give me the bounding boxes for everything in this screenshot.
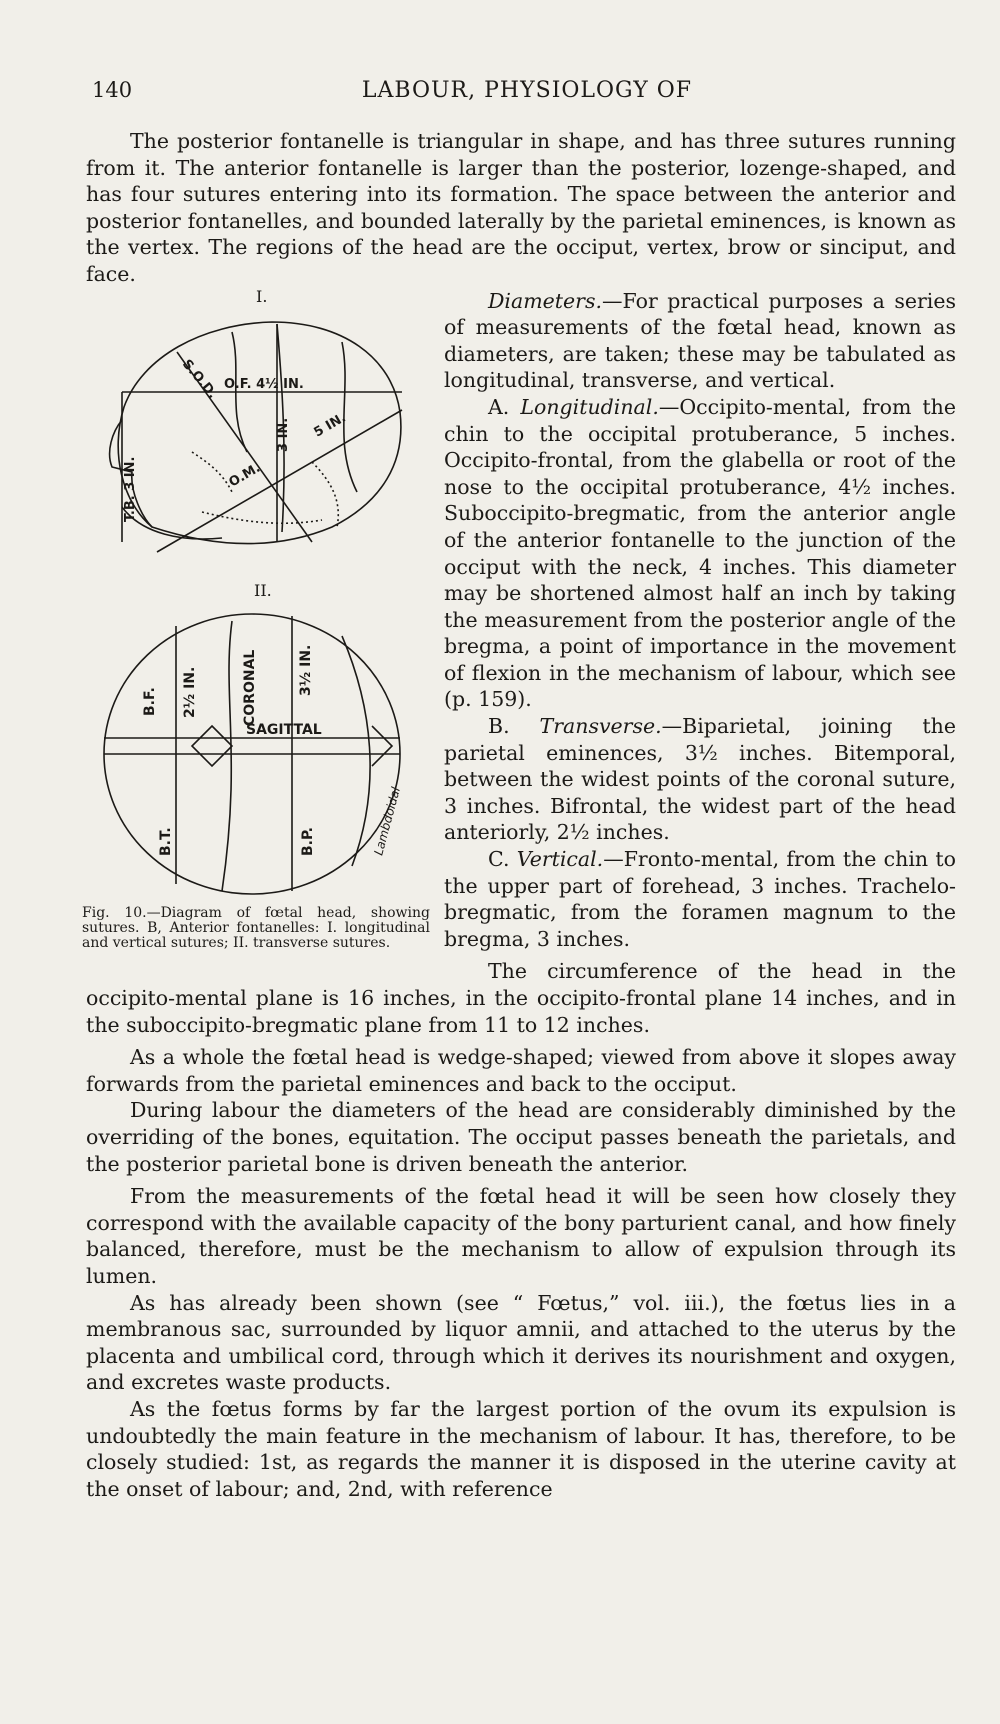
paragraph-wedge: As a whole the fœtal head is wedge-shaped; viewed from above it slopes away forwards from the parietal eminences and back to the occiput. <box>86 1045 956 1096</box>
page-number: 140 <box>92 78 133 102</box>
paragraph-expulsion: As the fœtus forms by far the largest portion of the ovum its expulsion is undoubtedly the main feature in the mechanism of labour. It has, therefore, to be closely studied: 1st, as regards the manner it is disposed in the uterine cavity at the onset of labour; and, 2nd, with reference <box>86 1396 956 1501</box>
paragraph-diameters: Diameters.—For practical purposes a series of measurements of the fœtal head, known as diameters, are taken; these may be tabulated as longitudinal, transverse, and vertical. <box>444 288 956 393</box>
label-five: 5 IN. <box>311 409 349 441</box>
paragraph-circumference: The circumference of the head in the occipito-mental plane is 16 inches, in the occipito-frontal plane 14 inches, and in the suboccipito-bregmatic plane from 11 to 12 inches. <box>86 959 956 1037</box>
label-v3: 3 IN. <box>276 417 291 452</box>
figure-10 <box>82 288 430 985</box>
figure-label-ii: II. <box>254 580 272 600</box>
label-bp-in: 3½ IN. <box>298 644 314 696</box>
paragraph-labour: During labour the diameters of the head are considerably diminished by the overriding of the bones, equitation. The occiput passes beneath the parietals, and the posterior parietal bone is driven beneath the anterior. <box>86 1098 956 1176</box>
paragraph-foetus: As has already been shown (see “ Fœtus,” vol. iii.), the fœtus lies in a membranous sac, surrounded by liquor amnii, and attached to the uterus by the placenta and umbilical cord, through which it derives its nourishment and oxygen, and excretes waste products. <box>86 1290 956 1395</box>
skull-vertical-diagram <box>82 606 430 902</box>
label-bf: B.F. <box>142 686 158 716</box>
paragraph-measurements: From the measurements of the fœtal head it will be seen how closely they correspond with the available capacity of the bony parturient canal, and how finely balanced, therefore, must be the mechanism to allow of expulsion through its lumen. <box>86 1184 956 1288</box>
figure-label-i: I. <box>256 286 268 306</box>
running-head: LABOUR, PHYSIOLOGY OF <box>361 78 693 103</box>
label-om: O.M. <box>226 460 264 491</box>
label-bt: B.T. <box>158 826 174 856</box>
label-sod: S.O.D. <box>178 356 220 402</box>
paragraph-intro: The posterior fontanelle is triangular in shape, and has three sutures running from it. The anterior fontanelle is larger than the posterior, lozenge-shaped, and has four sutures entering into its formation. The space between the anterior and posterior fontanelles, and bounded laterally by the parietal eminences, is known as the vertex. The regions of the head are the occiput, vertex, brow or sinciput, and face. <box>86 129 956 286</box>
skull-lateral-diagram <box>82 302 430 562</box>
paragraph-longitudinal: A. Longitudinal.—Occipito-mental, from the chin to the occipital protuberance, 5 inches. Occipito-frontal, from the glabella or root of the nose to the occipital protuberance, 4½ inches. Suboccipito-bregmatic, from the anterior angle of the anterior fontanelle to the junction of the occiput with the neck, 4 inches. This diameter may be shortened almost half an inch by taking the measurement from the posterior angle of the bregma, a point of importance in the movement of flexion in the mechanism of labour, which see (p. 159). <box>444 394 956 712</box>
label-of: O.F. 4½ IN. <box>224 376 304 392</box>
page-header <box>92 78 962 112</box>
label-tr: T.B. 3 IN. <box>123 456 138 522</box>
paragraph-vertical: C. Vertical.—Fronto-mental, from the chin to the upper part of forehead, 3 inches. Trachelo-bregmatic, from the foramen magnum to the bregma, 3 inches. <box>444 847 956 951</box>
figure-caption: Fig. 10.—Diagram of fœtal head, showing sutures. B, Anterior fontanelles: I. longitudinal and vertical sutures; II. transverse sutures. <box>82 904 430 951</box>
label-sagittal: SAGITTAL <box>246 721 322 738</box>
label-bf-in: 2½ IN. <box>182 666 198 718</box>
body-text <box>82 128 956 1502</box>
label-lambdoidal: Lambdoidal <box>371 785 404 857</box>
label-coronal-top: CORONAL <box>242 649 258 726</box>
cranium-outline <box>118 322 401 544</box>
label-bp: B.P. <box>300 826 316 856</box>
paragraph-transverse: B. Transverse.—Biparietal, joining the parietal eminences, 3½ inches. Bitemporal, between the widest points of the coronal suture, 3 inches. Bifrontal, the widest part of the head anteriorly, 2½ inches. <box>444 714 956 845</box>
